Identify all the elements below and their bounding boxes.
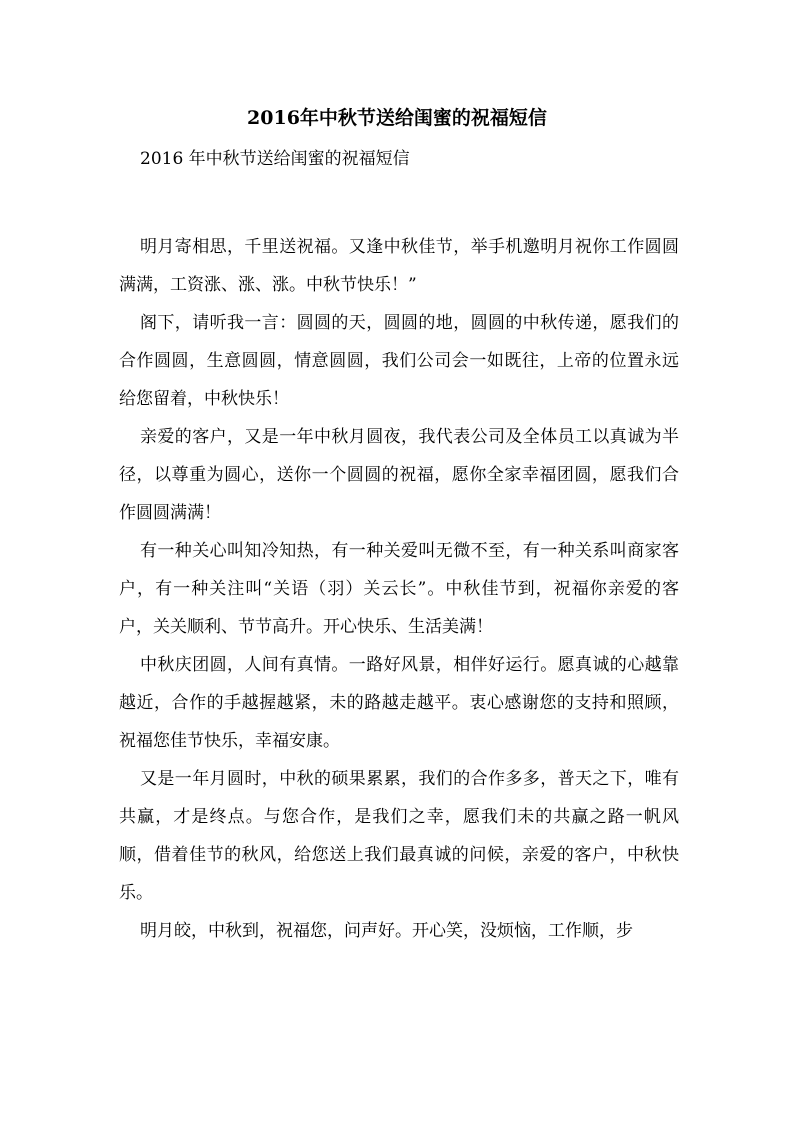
- paragraph: 阁下，请听我一言：圆圆的天，圆圆的地，圆圆的中秋传递，愿我们的合作圆圆，生意圆圆，情意圆圆，我们公司会一如既往，上帝的位置永远给您留着，中秋快乐！: [119, 313, 679, 409]
- paragraph: 有一种关心叫知冷知热，有一种关爱叫无微不至，有一种关系叫商家客户，有一种关注叫“关语（羽）关云长”。中秋佳节到，祝福你亲爱的客户，关关顺利、节节高升。开心快乐、生活美满！: [119, 541, 679, 637]
- paragraph: 中秋庆团圆，人间有真情。一路好风景，相伴好运行。愿真诚的心越靠越近，合作的手越握越紧，未的路越走越平。衷心感谢您的支持和照顾，祝福您佳节快乐，幸福安康。: [119, 655, 679, 751]
- paragraph: 明月寄相思，千里送祝福。又逢中秋佳节，举手机邀明月祝你工作圆圆满满，工资涨、涨、涨。中秋节快乐！”: [119, 237, 679, 295]
- paragraph: 亲爱的客户，又是一年中秋月圆夜，我代表公司及全体员工以真诚为半径，以尊重为圆心，送你一个圆圆的祝福，愿你全家幸福团圆，愿我们合作圆圆满满！: [119, 427, 679, 523]
- page-subtitle: 2016 年中秋节送给闺蜜的祝福短信: [140, 149, 410, 169]
- document-body: [119, 228, 679, 950]
- page-title: 2016年中秋节送给闺蜜的祝福短信: [247, 107, 547, 129]
- paragraph: 又是一年月圆时，中秋的硕果累累，我们的合作多多，普天之下，唯有共赢，才是终点。与您合作，是我们之幸，愿我们未的共赢之路一帆风顺，借着佳节的秋风，给您送上我们最真诚的问候，亲爱的客户，中秋快乐。: [119, 769, 679, 903]
- paragraph: 明月皎，中秋到，祝福您，问声好。开心笑，没烦恼，工作顺，步: [140, 921, 633, 941]
